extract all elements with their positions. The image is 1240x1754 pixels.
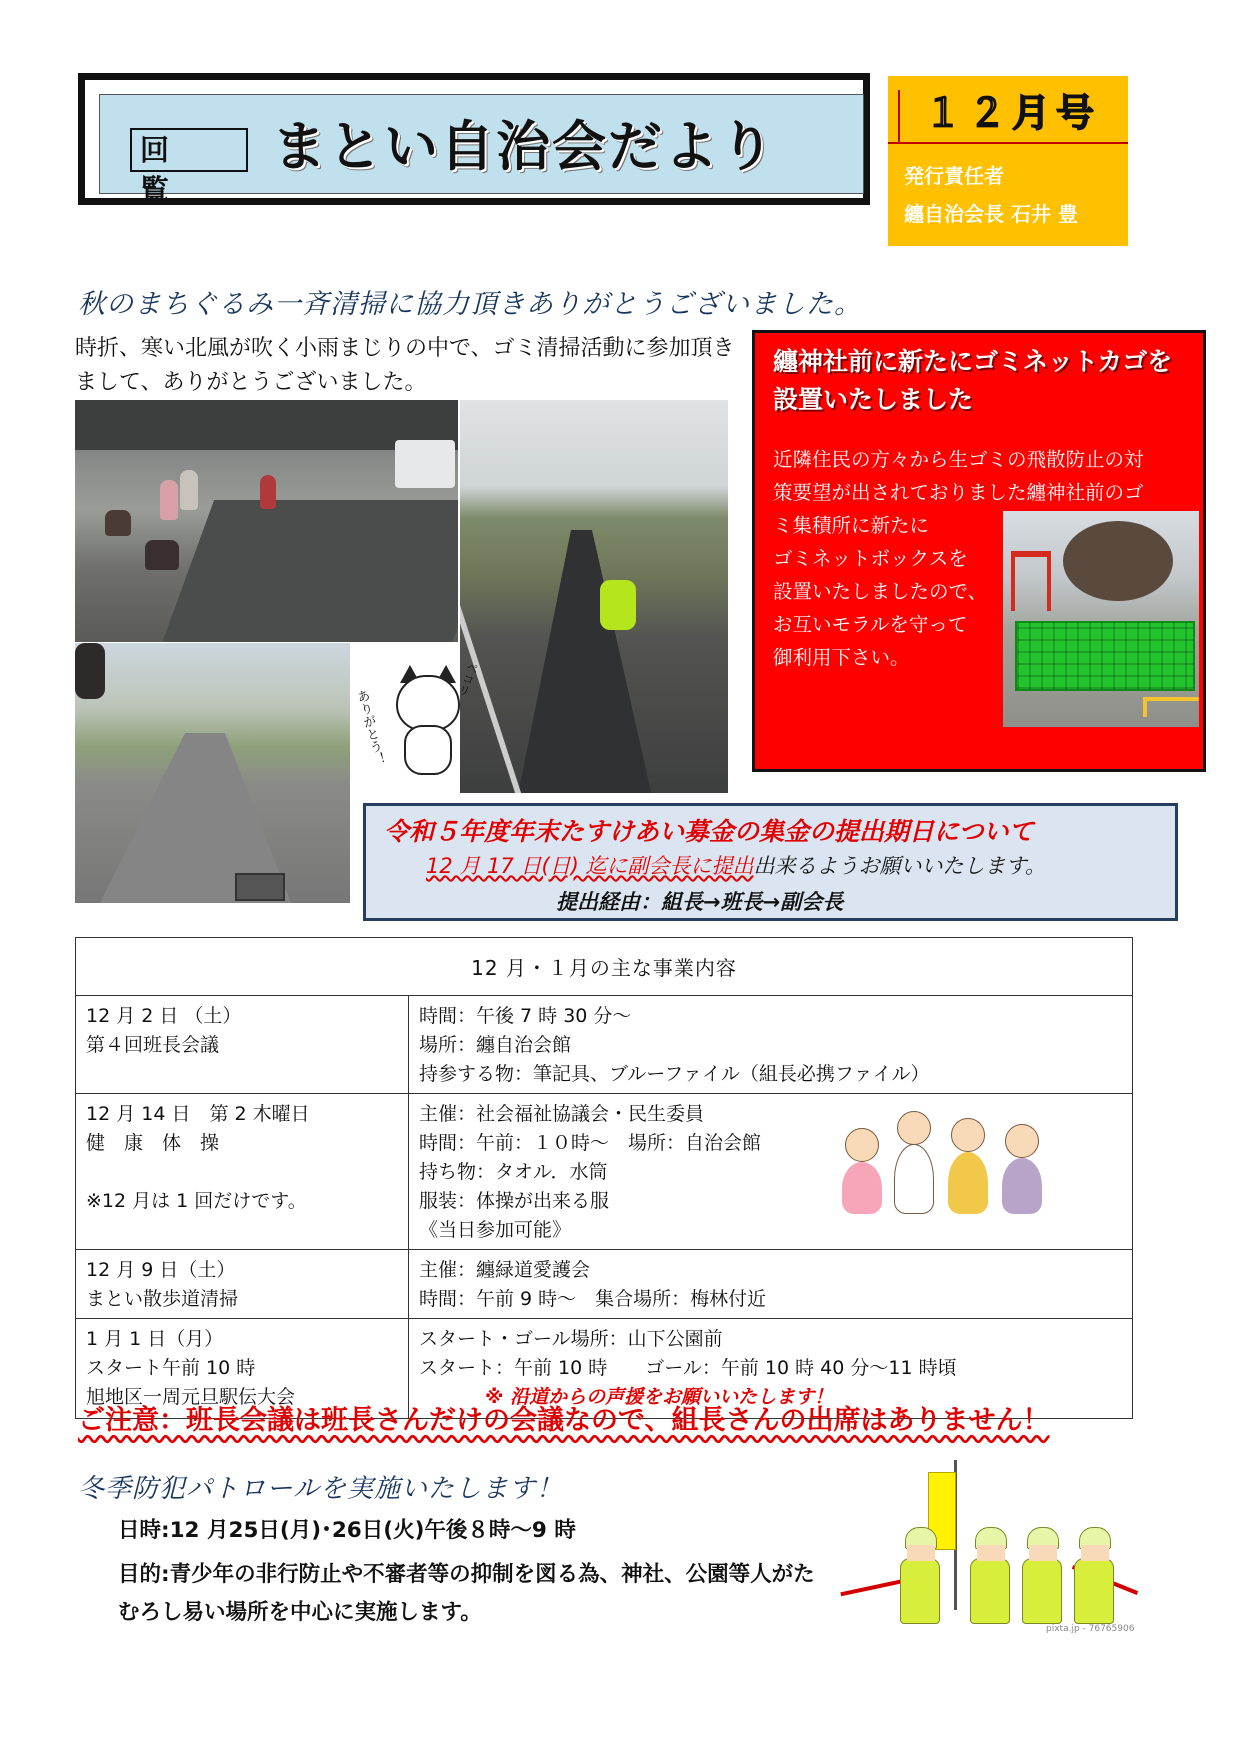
fund-deadline: 12 月 17 日(日) 迄に副会長に提出 xyxy=(426,854,754,878)
cell-line: 主催：纏緑道愛護会 xyxy=(419,1259,591,1281)
event-detail-cell xyxy=(409,1250,1133,1319)
figure-person xyxy=(842,1162,882,1214)
garbage-net-body-line: 策要望が出されておりました纏神社前のゴ xyxy=(773,481,1144,504)
cell-line: 12 月 14 日 第 2 木曜日 xyxy=(86,1103,310,1125)
photo-person xyxy=(75,643,105,699)
garbage-net-title xyxy=(773,343,1172,419)
garbage-net-title-line: 纏神社前に新たにゴミネットカゴを xyxy=(773,347,1173,376)
table-row xyxy=(76,996,1133,1094)
issue-info-box xyxy=(888,76,1128,246)
garbage-net-body-line: ミ集積所に新たに xyxy=(773,514,930,537)
cleanup-photo-street xyxy=(75,643,350,903)
guard-face xyxy=(1029,1545,1057,1561)
photo-path xyxy=(515,530,655,793)
issuer-label: 発行責任者 xyxy=(904,164,1004,188)
photo-person xyxy=(160,480,178,520)
fund-deadline-line xyxy=(426,850,1046,880)
guard-face xyxy=(907,1545,935,1561)
cleanup-photo-underpass xyxy=(75,400,458,642)
cleanup-heading: 秋のまちぐるみ一斉清掃に協力頂きありがとうございました。 xyxy=(78,289,862,320)
patrol-illustration xyxy=(840,1460,1140,1638)
issuer-name: 纏自治会長 石井 豊 xyxy=(904,202,1078,226)
fund-deadline-suffix: 出来るようお願いいたします。 xyxy=(753,854,1046,878)
cell-line: 場所：纏自治会館 xyxy=(419,1034,572,1056)
garbage-net-body-line: 近隣住民の方々から生ゴミの飛散防止の対 xyxy=(773,448,1144,471)
table-row xyxy=(76,1250,1133,1319)
cell-line: 第４回班長会議 xyxy=(86,1034,220,1056)
cell-line xyxy=(86,1158,398,1187)
schedule-header: 12 月・１月の主な事業内容 xyxy=(76,938,1133,996)
cleanup-text: 時折、寒い北風が吹く小雨まじりの中で、ゴミ清掃活動に参加頂きまして、ありがとうございました。 xyxy=(75,336,735,395)
cell-line: 旭地区一周元旦駅伝大会 xyxy=(86,1386,296,1408)
table-row xyxy=(76,1094,1133,1250)
patrol-heading: 冬季防犯パトロールを実施いたします！ xyxy=(78,1474,563,1504)
figure-head xyxy=(951,1118,985,1152)
event-detail-cell xyxy=(409,1094,1133,1250)
issue-number: １２月号 xyxy=(924,91,1101,135)
attendance-warning: ご注意：班長会議は班長さんだけの会議なので、組長さんの出席はありません！ xyxy=(78,1405,1050,1436)
cell-line: 主催：社会福祉協議会・民生委員 xyxy=(419,1103,705,1125)
cell-line: 健 康 体 操 xyxy=(86,1132,220,1154)
cheer-note: ※ 沿道からの声援をお願いいたします！ xyxy=(485,1386,834,1408)
garbage-net-body-line: 御利用下さい。 xyxy=(773,646,910,669)
patrol-guard xyxy=(1074,1558,1114,1624)
cell-line: 服装：体操が出来る服 xyxy=(419,1190,610,1212)
cell-line: 時間：午後 7 時 30 分～ xyxy=(419,1005,632,1027)
cell-line: スタート：午前 10 時 ゴール：午前 10 時 40 分～11 時頃 xyxy=(419,1357,957,1379)
cell-line: 12 月 2 日 （土） xyxy=(86,1005,242,1027)
cat-bow-text: ペコリ xyxy=(455,659,481,699)
newsletter-title: まとい自治会だより xyxy=(272,115,776,178)
cell-line: 時間：午前：１０時～ 場所：自治会館 xyxy=(419,1132,762,1154)
figure-person xyxy=(948,1152,988,1214)
patrol-date: 日時:12 月25日(月)･26日(火)午後８時～9 時 xyxy=(118,1518,576,1543)
masthead-panel xyxy=(99,94,864,207)
photo-truck xyxy=(395,440,455,488)
cleanup-photo-path xyxy=(460,400,728,793)
cell-line: まとい散歩道清掃 xyxy=(86,1288,239,1310)
guard-face xyxy=(1081,1545,1109,1561)
cat-body xyxy=(404,725,452,775)
figure-person xyxy=(894,1144,934,1214)
cell-line: 12 月 9 日（土） xyxy=(86,1259,236,1281)
photo-person xyxy=(105,510,131,536)
garbage-net-body-line: お互いモラルを守って xyxy=(773,613,968,636)
cell-line: ※12 月は 1 回だけです。 xyxy=(86,1190,307,1212)
patrol-purpose: 目的:青少年の非行防止や不審者等の抑制を図る為、神社、公園等人がたむろし易い場所を中心に実施します。 xyxy=(118,1562,815,1625)
table-header-row xyxy=(76,938,1133,996)
event-date-cell xyxy=(76,996,409,1094)
cell-line: スタート・ゴール場所：山下公園前 xyxy=(419,1328,723,1350)
patrol-guard xyxy=(900,1558,940,1624)
circulation-stamp: 回 覧 xyxy=(130,128,248,172)
exercise-illustration xyxy=(832,1104,1062,1214)
photo-person xyxy=(145,540,179,570)
issue-divider xyxy=(888,142,1128,144)
issue-accent-line xyxy=(898,90,900,142)
photo-torii xyxy=(1011,551,1051,611)
patrol-guard xyxy=(970,1558,1010,1624)
cat-speech: ありがとう！ xyxy=(352,688,387,768)
event-date-cell xyxy=(76,1094,409,1250)
year-end-fund-notice xyxy=(363,803,1178,921)
figure-head xyxy=(1005,1124,1039,1158)
cell-line: 時間：午前 9 時～ 集合場所：梅林付近 xyxy=(419,1288,767,1310)
figure-person xyxy=(1002,1158,1042,1214)
garbage-net-photo xyxy=(1003,511,1199,727)
photo-worker xyxy=(600,580,636,630)
masthead xyxy=(78,73,870,205)
photo-person xyxy=(260,475,276,509)
patrol-guard xyxy=(1022,1558,1062,1624)
image-credit: pixta.jp - 76765906 xyxy=(1046,1624,1135,1634)
fund-route: 提出経由：組長→班長→副会長 xyxy=(556,890,844,914)
photo-drain xyxy=(235,873,285,901)
photo-green-net-box xyxy=(1015,621,1195,691)
fund-title: 令和５年度年末たすけあい募金の集金の提出期日について xyxy=(384,817,1034,846)
guard-face xyxy=(977,1545,1005,1561)
cell-line: 持ち物：タオル．水筒 xyxy=(419,1161,608,1183)
event-detail-cell xyxy=(409,996,1133,1094)
thank-you-cat-illustration xyxy=(352,655,481,795)
cell-line: 1 月 1 日（月） xyxy=(86,1328,224,1350)
photo-road-marking xyxy=(1143,697,1199,717)
photo-tree xyxy=(1063,521,1173,601)
cell-line: スタート午前 10 時 xyxy=(86,1357,256,1379)
event-date-cell xyxy=(76,1250,409,1319)
figure-head xyxy=(845,1128,879,1162)
photo-person xyxy=(180,470,198,510)
photo-road xyxy=(156,500,458,642)
garbage-net-notice xyxy=(752,330,1206,772)
garbage-net-body-line: ゴミネットボックスを xyxy=(773,547,968,570)
schedule-table xyxy=(75,937,1133,1419)
cat-head xyxy=(396,675,460,731)
garbage-net-title-line: 設置いたしました xyxy=(773,385,974,414)
garbage-net-body-line: 設置いたしましたので、 xyxy=(773,580,988,603)
cell-line: 《当日参加可能》 xyxy=(419,1219,572,1241)
figure-head xyxy=(897,1111,931,1145)
cell-line: 持参する物：筆記具、ブルーファイル（組長必携ファイル） xyxy=(419,1063,930,1085)
